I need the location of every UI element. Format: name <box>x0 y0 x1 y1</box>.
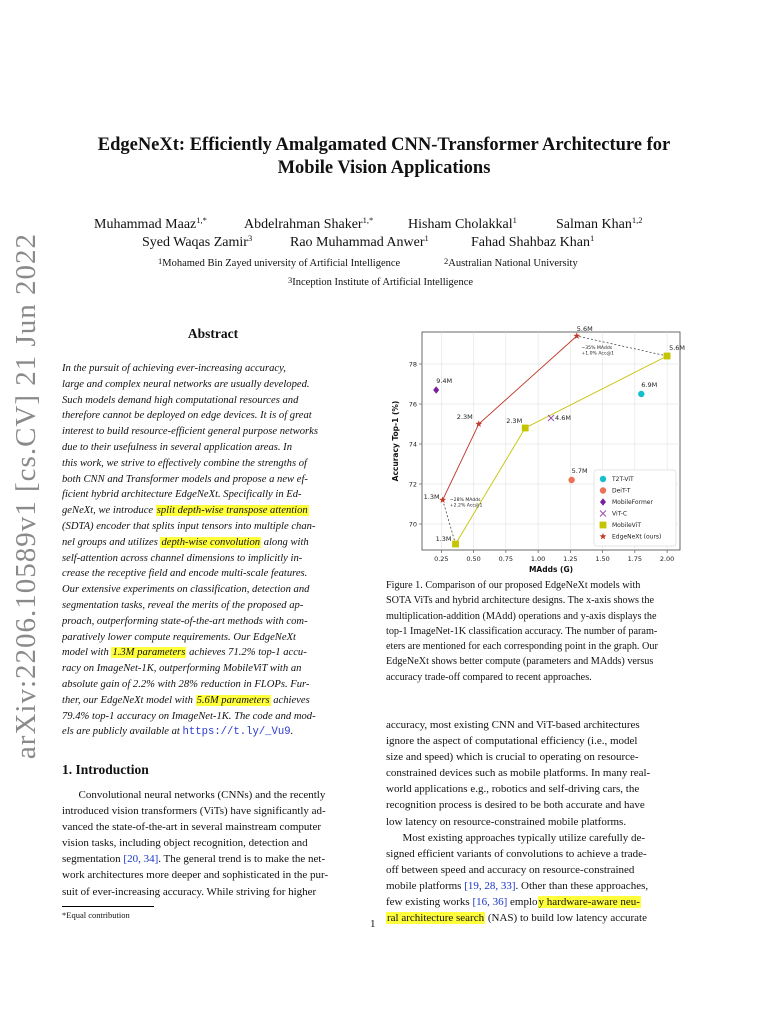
author-affiliation-mark: 3 <box>247 233 253 243</box>
abstract-line: proach, outperforming state-of-the-art methods with com- <box>62 615 308 627</box>
author-name: Rao Muhammad Anwer <box>290 235 425 250</box>
x-tick-label: 2.00 <box>659 555 675 563</box>
y-axis-label: Accuracy Top-1 (%) <box>391 400 400 482</box>
abstract-line: (SDTA) encoder that splits input tensors into multiple chan- <box>62 520 316 532</box>
x-tick-label: 0.25 <box>434 555 449 563</box>
legend-marker <box>600 487 606 493</box>
author-name: Hisham Cholakkal <box>408 217 513 232</box>
affiliation-name: Inception Institute of Artificial Intelligence <box>292 277 474 288</box>
introduction-line: Convolutional neural networks (CNNs) and the recently <box>62 789 326 801</box>
right-column-line: Most existing approaches typically utilize carefully de- <box>386 831 646 844</box>
affiliation <box>444 258 578 269</box>
title-line-2: Mobile Vision Applications <box>277 158 491 178</box>
point-param-label: 2.3M <box>506 417 523 425</box>
highlighted-phrase: y hardware-aware neu- <box>538 896 640 909</box>
x-tick-label: 1.75 <box>627 555 643 563</box>
highlighted-phrase: 5.6M parameters <box>196 694 270 706</box>
arxiv-identifier-stamp: arXiv:2206.10589v1 [cs.CV] 21 Jun 2022 <box>10 232 42 760</box>
right-column-line: constrained devices such as mobile platforms. In many real- <box>386 767 651 780</box>
right-column-line: signed efficient variants of convolutions to achieve a trade- <box>386 847 647 860</box>
abstract-line: Our extensive experiments on classification, detection and <box>62 584 310 596</box>
abstract-line: crease the receptive field and encode multi-scale features. <box>62 568 308 580</box>
introduction-heading: 1. Introduction <box>62 762 149 777</box>
abstract-heading: Abstract <box>187 326 239 341</box>
x-tick-label: 0.75 <box>498 555 514 563</box>
data-point <box>568 477 574 483</box>
data-point <box>664 353 671 360</box>
legend-marker <box>600 476 606 482</box>
right-column-line: ignore the aspect of computational efficiency (i.e., model <box>386 735 638 748</box>
point-param-label: 5.6M <box>669 344 686 352</box>
abstract-line: segmentation tasks, reveal the merits of the proposed ap- <box>62 599 304 611</box>
introduction-line: work architectures more deeper and sophisticated in the pur- <box>62 869 329 882</box>
annotation-text: ~35% MAdds <box>581 346 613 351</box>
affiliation-mark: 3 <box>288 275 293 285</box>
introduction-line: vision tasks, including object recognition, detection and <box>62 837 308 850</box>
caption-line: Figure 1. Comparison of our proposed EdgeNeXt models with <box>386 580 641 591</box>
author-affiliation-mark: 1 <box>512 215 517 225</box>
abstract-line: interest to build resource-efficient general purpose networks <box>62 426 318 438</box>
author-name: Fahad Shahbaz Khan <box>471 235 590 250</box>
caption-line: EdgeNeXt shows better compute (parameters and MAdds) versus <box>386 656 654 668</box>
x-tick-label: 1.25 <box>563 555 578 563</box>
code-link[interactable]: https://t.ly/_Vu9 <box>182 726 291 739</box>
author-affiliation-mark: 1,* <box>196 215 207 225</box>
introduction-body <box>62 787 362 900</box>
data-point <box>638 391 644 397</box>
abstract-line: paratively lower compute requirements. Our EdgeNeXt <box>62 631 296 643</box>
abstract-line: els are publicly available at https://t.ly/_Vu9. <box>62 726 294 739</box>
highlighted-phrase: split depth-wise transpose attention <box>156 505 308 517</box>
abstract-line: large and complex neural networks are usually developed. <box>62 378 310 390</box>
author-name: Salman Khan <box>556 217 632 232</box>
abstract-line: In the pursuit of achieving ever-increasing accuracy, <box>62 363 286 374</box>
citation-link[interactable]: [20, 34] <box>123 853 159 866</box>
author <box>94 217 207 233</box>
point-param-label: 1.3M <box>423 493 440 501</box>
abstract-line: nel groups and utilizes depth-wise convolution along with <box>62 536 309 548</box>
affiliation <box>288 277 473 288</box>
abstract-line: absolute gain of 2.2% with 28% reduction in FLOPs. Fur- <box>62 678 310 690</box>
author-affiliation-mark: 1,* <box>362 215 374 225</box>
y-tick-label: 72 <box>408 480 417 489</box>
point-param-label: 1.3M <box>435 535 452 543</box>
affiliation-name: Mohamed Bin Zayed university of Artificial Intelligence <box>162 258 401 269</box>
affiliation-name: Australian National University <box>448 258 578 269</box>
point-param-label: 6.9M <box>641 381 658 389</box>
legend-entry: ViT-C <box>612 510 628 518</box>
introduction-line: segmentation [20, 34]. The general trend is to make the net- <box>62 853 326 866</box>
author-affiliation-mark: 1 <box>589 233 595 243</box>
affiliation-mark: 2 <box>444 256 449 266</box>
y-tick-label: 70 <box>408 520 417 529</box>
affiliation <box>158 258 400 269</box>
author <box>556 217 642 233</box>
abstract-line: ficient hybrid architecture EdgeNeXt. Specifically in Ed- <box>62 489 302 501</box>
right-column-line: size and speed) which is crucial to operating on resource- <box>386 751 639 764</box>
right-column-line: low latency on resource-constrained mobile platforms. <box>386 815 627 828</box>
abstract-line: self-attention across channel dimensions to implicitly in- <box>62 552 303 564</box>
author <box>471 235 594 251</box>
caption-line: accuracy trade-off compared to recent approaches. <box>386 671 592 683</box>
point-param-label: 9.4M <box>436 377 453 385</box>
title-line-1: EdgeNeXt: Efficiently Amalgamated CNN-Transformer Architecture for <box>97 135 671 155</box>
highlighted-phrase: ral architecture search <box>387 912 485 925</box>
x-tick-label: 1.50 <box>595 555 610 563</box>
point-param-label: 5.6M <box>576 325 593 333</box>
abstract-line: ther, our EdgeNeXt model with 5.6M parameters achieves <box>62 694 310 706</box>
annotation-text: +2.2% Acc@1 <box>449 503 483 509</box>
caption-line: multiplication-addition (MAdd) operations and y-axis displays the <box>386 610 657 622</box>
right-column-line: recognition process is desired to be both accurate and have <box>386 799 645 812</box>
y-tick-label: 74 <box>408 440 417 449</box>
caption-line: top-1 ImageNet-1K classification accuracy. The number of param- <box>386 625 658 637</box>
point-param-label: 5.7M <box>571 467 588 475</box>
right-column-body <box>386 717 686 926</box>
y-tick-label: 78 <box>408 360 417 369</box>
abstract-line: therefore cannot be deployed on edge devices. It is of great <box>62 410 312 422</box>
introduction-line: suit of ever-increasing accuracy. While striving for higher <box>62 885 317 898</box>
right-column-line: off between speed and accuracy on resource-constrained <box>386 863 635 876</box>
citation-link[interactable]: [16, 36] <box>472 896 508 909</box>
affiliation-mark: 1 <box>158 256 163 266</box>
x-axis-label: MAdds (G) <box>528 565 574 574</box>
caption-line: eters are mentioned for each corresponding point in the graph. Our <box>386 641 658 653</box>
author-affiliation-mark: 1 <box>424 233 429 243</box>
figure-caption <box>386 578 686 685</box>
author <box>142 235 252 251</box>
right-column-line: world applications e.g., robotics and self-driving cars, the <box>386 783 640 796</box>
right-column-line: mobile platforms [19, 28, 33]. Other than these approaches, <box>386 879 649 892</box>
paper-title <box>80 134 688 180</box>
x-tick-label: 1.00 <box>530 555 546 563</box>
legend-entry: EdgeNeXt (ours) <box>612 533 662 541</box>
highlighted-phrase: 1.3M parameters <box>112 647 186 659</box>
legend-entry: DeiT-T <box>612 487 631 495</box>
y-tick-label: 76 <box>408 400 417 409</box>
right-column-line: ral architecture search (NAS) to build low latency accurate <box>387 912 647 925</box>
abstract-line: 79.4% top-1 accuracy on ImageNet-1K. The code and mod- <box>62 710 316 722</box>
figure-1-chart <box>384 322 688 574</box>
introduction-line: vanced the state-of-the-art in several mainstream computer <box>62 821 321 834</box>
author-name: Muhammad Maaz <box>94 217 197 232</box>
data-point <box>522 425 529 432</box>
author <box>244 217 373 233</box>
author-name: Abdelrahman Shaker <box>244 217 363 232</box>
legend-entry: MobileFormer <box>612 499 653 507</box>
abstract-line: this work, we strive to effectively combine the strengths of <box>62 457 307 469</box>
author-affiliation-mark: 1,2 <box>631 215 643 225</box>
abstract-line: racy on ImageNet-1K, outperforming MobileViT with an <box>62 663 302 675</box>
citation-link[interactable]: [19, 28, 33] <box>464 879 516 892</box>
legend-entry: MobileViT <box>612 522 641 530</box>
x-tick-label: 0.50 <box>466 555 481 563</box>
author <box>290 235 429 251</box>
point-param-label: 4.6M <box>555 414 571 422</box>
abstract-line: geNeXt, we introduce split depth-wise transpose attention <box>62 505 308 517</box>
data-point <box>452 541 459 548</box>
introduction-line: introduced vision transformers (ViTs) have significantly ad- <box>62 805 326 818</box>
abstract-line: model with 1.3M parameters achieves 71.2% top-1 accu- <box>62 647 307 659</box>
author-name: Syed Waqas Zamir <box>142 235 248 250</box>
page-number: 1 <box>370 918 376 930</box>
right-column-line: accuracy, most existing CNN and ViT-based architectures <box>386 719 640 731</box>
annotation-text: +1.0% Acc@1 <box>581 351 614 357</box>
caption-line: SOTA ViTs and hybrid architecture designs. The x-axis shows the <box>386 595 654 607</box>
footnote: *Equal contribution <box>62 910 130 920</box>
legend-entry: T2T-ViT <box>612 476 634 484</box>
abstract-line: Such models demand high computational resources and <box>62 394 299 406</box>
annotation-text: ~28% MAdds <box>449 498 481 503</box>
footnote-divider <box>62 906 154 907</box>
point-param-label: 2.3M <box>456 413 473 421</box>
abstract-line: both CNN and Transformer models and propose a new ef- <box>62 473 308 485</box>
highlighted-phrase: depth-wise convolution <box>161 536 261 548</box>
author <box>408 217 517 233</box>
right-column-line: few existing works [16, 36] employ hardware-aware neu- <box>386 896 640 909</box>
abstract-line: due to their usefulness in several application areas. In <box>62 441 292 453</box>
abstract-body <box>62 361 362 740</box>
legend-marker <box>600 522 607 529</box>
